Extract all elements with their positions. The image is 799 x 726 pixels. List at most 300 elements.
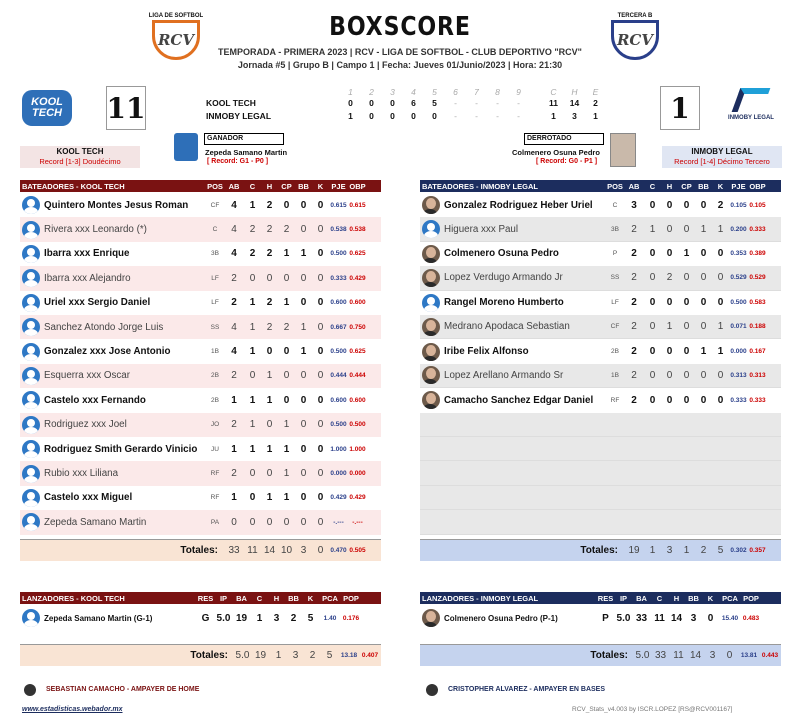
player-row (20, 193, 381, 217)
stat-obp: 0.105 (749, 201, 766, 209)
player-row (420, 193, 781, 217)
stat-obp: 0.313 (749, 371, 766, 379)
stat-obp: 0.625 (349, 348, 366, 356)
stat-cell: 4 (231, 321, 237, 333)
stat-cell: 1 (283, 248, 290, 260)
col-header-obp: OBP (349, 181, 366, 191)
inning-runs: 6 (411, 98, 416, 108)
player-position: SS (210, 323, 220, 331)
stat-cell: 0 (266, 419, 273, 431)
stat-cell: 1 (231, 492, 237, 504)
stat-cell: 0 (317, 248, 324, 260)
stat-cell: 0 (649, 297, 656, 309)
stat-obp: 0.538 (349, 226, 366, 234)
player-row (20, 510, 381, 534)
batting-header (420, 180, 781, 192)
player-avatar-icon (422, 269, 440, 287)
stat-cell: 2 (266, 199, 273, 211)
stat-pje: 0.429 (330, 494, 347, 502)
stat-cell: 0 (317, 346, 324, 358)
player-name: Iribe Felix Alfonso (444, 346, 529, 358)
inning-runs: 0 (369, 111, 374, 121)
stat-cell: 0 (300, 492, 307, 504)
empty-row (420, 413, 781, 437)
page-title: BOXSCORE (329, 12, 471, 42)
home-team-name: INMOBY LEGAL (691, 147, 753, 156)
player-avatar-icon (22, 416, 40, 434)
stat-cell: 1 (266, 443, 273, 455)
linescore-home (206, 111, 606, 121)
player-row (20, 315, 381, 339)
stat-cell: 0 (317, 224, 324, 236)
stat-cell: 4 (231, 248, 237, 260)
total-cell: 33 (654, 650, 667, 661)
stat-cell: 0 (700, 272, 707, 284)
col-header-h: H (266, 181, 273, 191)
inning-number: 7 (474, 87, 479, 97)
inning-runs: - (475, 111, 478, 121)
inning-runs: 0 (390, 111, 395, 121)
stat-cell: 1 (300, 248, 307, 260)
total-cell: 0.357 (749, 546, 766, 554)
stat-cell: 0 (649, 346, 656, 358)
stat-cell: 0 (317, 516, 324, 528)
pitch-pop: 0.176 (342, 614, 360, 622)
pitch-stat: 3 (273, 612, 280, 624)
col-header-cp: CP (681, 181, 692, 191)
stat-cell: 1 (231, 394, 237, 406)
stat-cell: 2 (266, 224, 273, 236)
winner-name: Zepeda Samano Martin (205, 148, 288, 157)
stat-cell: 0 (666, 199, 673, 211)
kool-tech-logo: KOOL TECH (22, 90, 72, 126)
stat-cell: 0 (283, 346, 290, 358)
pitch-stat: 0 (707, 612, 714, 624)
stat-pje: -.--- (333, 518, 344, 526)
stat-cell: 2 (231, 297, 237, 309)
stat-cell: 0 (249, 468, 256, 480)
player-name: Rangel Moreno Humberto (444, 297, 564, 309)
stat-pje: 0.313 (730, 371, 747, 379)
stat-cell: 0 (317, 297, 324, 309)
stat-cell: 0 (300, 297, 307, 309)
pitching-header (420, 592, 781, 604)
stat-cell: 2 (631, 346, 637, 358)
player-name: Gonzalez xxx Jose Antonio (44, 346, 171, 358)
stat-obp: 0.444 (349, 372, 366, 380)
stat-cell: 0 (717, 369, 724, 381)
stat-cell: 0 (283, 272, 290, 284)
stat-cell: 0 (300, 199, 307, 211)
stat-cell: 2 (266, 248, 273, 260)
total-cell: 2 (309, 650, 316, 661)
stat-cell: 0 (666, 223, 673, 235)
stat-cell: 1 (266, 370, 273, 382)
player-name: Medrano Apodaca Sebastian (444, 321, 570, 333)
total-cell: 14 (689, 650, 702, 661)
player-name: Esquerra xxx Oscar (44, 370, 131, 382)
player-avatar-icon (422, 196, 440, 214)
stat-obp: 0.429 (349, 274, 366, 282)
stat-cell: 0 (317, 492, 324, 504)
player-row (20, 364, 381, 388)
pitcher-row (20, 606, 381, 630)
player-row (420, 364, 781, 388)
col-header-c: C (649, 181, 656, 191)
stat-cell: 0 (683, 321, 690, 333)
player-avatar-icon (422, 391, 440, 409)
player-position: 2B (211, 372, 219, 380)
stat-cell: 0 (317, 321, 324, 333)
player-row (420, 291, 781, 315)
stat-cell: 3 (631, 199, 637, 211)
total-cell: 33 (228, 544, 240, 556)
stat-obp: 0.600 (349, 396, 366, 404)
player-name: Zepeda Samano Martin (44, 516, 147, 528)
player-position: LF (211, 274, 219, 282)
pitch-stat: 2 (290, 612, 297, 624)
stat-cell: 1 (266, 394, 273, 406)
stat-cell: 0 (683, 223, 690, 235)
stat-pje: 0.333 (730, 396, 747, 404)
stat-cell: 4 (231, 199, 237, 211)
player-avatar-icon (422, 343, 440, 361)
stat-cell: 2 (231, 419, 237, 431)
empty-row (420, 510, 781, 534)
col-header-ab: AB (628, 181, 640, 191)
pitch-stat: 5 (307, 612, 314, 624)
total-cell: 0.470 (330, 546, 347, 554)
stat-cell: 1 (266, 492, 273, 504)
stat-obp: 0.500 (349, 421, 366, 429)
pitch-col-h: H (673, 593, 680, 603)
player-row (20, 437, 381, 461)
player-row (20, 217, 381, 241)
total-cell: 5 (326, 650, 333, 661)
col-header-ab: AB (228, 181, 240, 191)
player-avatar-icon (22, 513, 40, 531)
stat-cell: 0 (683, 297, 690, 309)
player-avatar-icon (22, 196, 40, 214)
stat-cell: 1 (300, 346, 307, 358)
credit-text: RCV_Stats_v4.003 by ISCR.LOPEZ [RS@RCV001167] (572, 706, 733, 713)
player-name: Higuera xxx Paul (444, 223, 519, 235)
total-cell: 5.0 (635, 650, 650, 661)
stat-pje: 0.200 (730, 225, 747, 233)
stat-pje: 0.500 (330, 250, 347, 258)
stat-cell: 0 (283, 370, 290, 382)
umpire-home: SEBASTIAN CAMACHO - AMPAYER DE HOME (46, 686, 200, 693)
pitch-stat: 3 (690, 612, 697, 624)
stat-obp: 0.167 (749, 348, 766, 356)
player-row (20, 339, 381, 363)
total-cell: 2 (700, 544, 707, 556)
stat-cell: 0 (266, 346, 273, 358)
stat-obp: 0.333 (749, 396, 766, 404)
player-row (420, 242, 781, 266)
total-cell: 0 (317, 544, 324, 556)
stat-obp: 0.615 (349, 201, 366, 209)
player-row (420, 217, 781, 241)
stat-obp: 0.625 (349, 250, 366, 258)
inmoby-legal-logo: INMOBY LEGAL (722, 88, 780, 128)
player-position: 2B (611, 348, 619, 356)
stat-cell: 2 (631, 297, 637, 309)
player-row (420, 315, 781, 339)
rcv-logo-left: RCV (152, 20, 200, 60)
player-row (20, 242, 381, 266)
pitch-stat: 11 (654, 612, 665, 624)
player-position: LF (211, 299, 219, 307)
stat-cell: 2 (231, 370, 237, 382)
player-name: Sanchez Atondo Jorge Luis (44, 321, 164, 333)
stat-cell: 0 (649, 369, 656, 381)
player-name: Rodriguez xxx Joel (44, 419, 127, 431)
umpire-bases-icon (426, 684, 438, 696)
player-position: PA (210, 518, 220, 526)
stat-cell: 0 (266, 516, 273, 528)
player-row (20, 266, 381, 290)
stat-cell: 0 (249, 492, 256, 504)
pitch-col-ip: IP (619, 593, 628, 603)
away-team-record: Record [1-3] Doudécimo (39, 157, 121, 166)
player-avatar-icon (422, 245, 440, 263)
inning-runs: 5 (432, 98, 437, 108)
stat-cell: 1 (249, 199, 256, 211)
total-cell: 3 (300, 544, 307, 556)
total-cell: 13.81 (740, 652, 758, 659)
stat-obp: 0.389 (749, 250, 766, 258)
stat-cell: 0 (300, 370, 307, 382)
pitch-col-ba: BA (236, 593, 247, 603)
stat-cell: 0 (649, 321, 656, 333)
stat-cell: 0 (666, 369, 673, 381)
totals-header: C (550, 87, 557, 97)
stat-cell: 0 (300, 468, 307, 480)
total-cell: 0.505 (349, 546, 366, 554)
stat-cell: 0 (717, 248, 724, 260)
pitch-stat: 1 (256, 612, 263, 624)
stat-cell: 0 (700, 394, 707, 406)
stat-obp: 0.188 (749, 323, 766, 331)
stat-cell: 0 (317, 443, 324, 455)
player-name: Castelo xxx Miguel (44, 492, 133, 504)
pitch-col-bb: BB (288, 593, 299, 603)
pitch-stat: 33 (635, 612, 648, 624)
batting-title: BATEADORES - KOOL TECH (22, 181, 125, 191)
player-name: Rubio xxx Liliana (44, 468, 119, 480)
inning-runs: - (454, 98, 457, 108)
pitch-col-pop: POP (743, 593, 759, 603)
stat-obp: 0.429 (349, 494, 366, 502)
inning-number: 5 (432, 87, 437, 97)
stat-cell: 0 (700, 321, 707, 333)
game-info-line: Jornada #5 | Grupo B | Campo 1 | Fecha: Jueves 01/Junio/2023 | Hora: 21:30 (237, 60, 563, 70)
inning-number: 2 (369, 87, 374, 97)
stat-cell: 2 (666, 272, 673, 284)
stat-cell: 2 (231, 468, 237, 480)
player-position: RF (210, 494, 220, 502)
totals-label: Totales: (580, 544, 618, 556)
total-cell: 19 (628, 544, 640, 556)
total-cell: 3 (709, 650, 716, 661)
batting-header (20, 180, 381, 192)
stat-cell: 2 (283, 321, 290, 333)
player-position: CF (610, 323, 620, 331)
stat-cell: 0 (300, 224, 307, 236)
pitch-pop: 0.483 (742, 614, 760, 622)
col-header-obp: OBP (749, 181, 766, 191)
stat-cell: 2 (631, 321, 637, 333)
total-cell: 0.302 (730, 546, 747, 554)
player-avatar-icon (22, 269, 40, 287)
total-cell: 10 (280, 544, 293, 556)
pitch-stat: P (602, 612, 609, 624)
stat-cell: 1 (249, 297, 256, 309)
inning-number: 6 (453, 87, 458, 97)
total-cell: 19 (254, 650, 267, 661)
stat-cell: 0 (317, 394, 324, 406)
player-position: JU (211, 445, 219, 453)
stat-obp: 1.000 (349, 445, 366, 453)
player-name: Uriel xxx Sergio Daniel (44, 297, 151, 309)
player-avatar-icon (22, 294, 40, 312)
stat-cell: 0 (700, 199, 707, 211)
player-position: SS (610, 274, 620, 282)
player-name: Ibarra xxx Alejandro (44, 272, 131, 284)
stat-cell: 0 (266, 272, 273, 284)
player-position: RF (610, 396, 620, 404)
stat-cell: 1 (717, 223, 724, 235)
inning-number: 4 (411, 87, 416, 97)
pitching-totals (420, 644, 781, 666)
stat-cell: 2 (231, 272, 237, 284)
inning-runs: - (475, 98, 478, 108)
pitch-col-c: C (256, 593, 263, 603)
player-avatar-icon (22, 245, 40, 263)
stat-cell: 2 (283, 224, 290, 236)
player-name: Colmenero Osuna Pedro (444, 248, 559, 260)
stat-cell: 0 (317, 370, 324, 382)
player-position: JO (210, 421, 220, 429)
stat-pje: 0.500 (330, 421, 347, 429)
stat-cell: 1 (249, 394, 256, 406)
website-link[interactable]: www.estadisticas.webador.mx (22, 706, 123, 713)
right-logo-label: TERCERA B (617, 13, 653, 19)
total-cell: 3 (666, 544, 673, 556)
player-avatar-icon (422, 220, 440, 238)
total-cell: 3 (292, 650, 299, 661)
stat-cell: 1 (283, 443, 290, 455)
stat-pje: 0.353 (730, 250, 747, 258)
linescore-team-name: KOOL TECH (206, 98, 256, 108)
player-name: Castelo xxx Fernando (44, 394, 146, 406)
stat-cell: 1 (249, 419, 256, 431)
stat-pje: 0.444 (330, 372, 347, 380)
player-name: Quintero Montes Jesus Roman (44, 199, 189, 211)
stat-cell: 2 (249, 248, 256, 260)
player-avatar-icon (22, 318, 40, 336)
player-name: Lopez Arellano Armando Sr (444, 369, 564, 381)
stat-cell: 1 (717, 321, 724, 333)
pitch-pca: 15.40 (721, 614, 739, 622)
stat-cell: 0 (317, 468, 324, 480)
stat-cell: 0 (283, 394, 290, 406)
pitch-col-res: RES (197, 593, 214, 603)
stat-cell: 0 (683, 272, 690, 284)
player-row (20, 388, 381, 412)
pitch-stat: G (201, 612, 210, 624)
stat-cell: 0 (266, 468, 273, 480)
linescore-total: 2 (593, 98, 598, 108)
stat-cell: 0 (683, 346, 690, 358)
inning-number: 8 (495, 87, 500, 97)
inning-runs: - (454, 111, 457, 121)
pitch-stat: 5.0 (216, 612, 231, 624)
stat-cell: 0 (717, 297, 724, 309)
stat-pje: 0.000 (330, 470, 347, 478)
stat-cell: 1 (649, 223, 656, 235)
player-row (420, 339, 781, 363)
pitch-col-pop: POP (343, 593, 359, 603)
stat-cell: 0 (666, 297, 673, 309)
player-avatar-icon (22, 221, 40, 239)
pitch-col-pca: PCA (722, 593, 738, 603)
inning-runs: - (496, 98, 499, 108)
col-header-pje: PJE (331, 181, 346, 191)
stat-pje: 0.500 (730, 299, 747, 307)
umpire-bases: CRISTOPHER ALVAREZ - AMPAYER EN BASES (448, 686, 606, 693)
stat-cell: 0 (300, 419, 307, 431)
stat-cell: 1 (300, 321, 307, 333)
player-position: P (612, 250, 618, 258)
inning-runs: - (496, 111, 499, 121)
pitcher-name: Zepeda Samano Martin (G-1) (44, 613, 153, 623)
linescore-away (206, 98, 606, 108)
col-header-k: K (717, 181, 724, 191)
stat-cell: 0 (700, 297, 707, 309)
pitch-col-res: RES (597, 593, 614, 603)
player-avatar-icon (422, 294, 440, 312)
stat-cell: 4 (231, 346, 237, 358)
stat-pje: 0.071 (730, 323, 747, 331)
stat-cell: 0 (300, 443, 307, 455)
totals-label: Totales: (590, 650, 628, 661)
inning-runs: 1 (348, 111, 353, 121)
stat-pje: 0.600 (330, 299, 347, 307)
stat-cell: 1 (283, 492, 290, 504)
stat-cell: 1 (249, 346, 256, 358)
total-cell: 5 (717, 544, 724, 556)
pitching-title: LANZADORES - INMOBY LEGAL (422, 593, 539, 603)
stat-cell: 0 (666, 248, 673, 260)
total-cell: 0.407 (361, 652, 379, 659)
player-row (20, 413, 381, 437)
player-row (420, 266, 781, 290)
loser-label: DERROTADO (524, 133, 604, 145)
player-name: Ibarra xxx Enrique (44, 248, 130, 260)
player-row (20, 486, 381, 510)
stat-obp: 0.000 (349, 470, 366, 478)
batting-title: BATEADORES - INMOBY LEGAL (422, 181, 538, 191)
total-cell: 1 (275, 650, 282, 661)
player-position: RF (210, 470, 220, 478)
pitcher-avatar-icon (422, 609, 440, 627)
pitch-stat: 19 (235, 612, 248, 624)
stat-cell: 2 (266, 297, 273, 309)
loser-photo (610, 133, 636, 167)
stat-obp: 0.333 (749, 225, 766, 233)
